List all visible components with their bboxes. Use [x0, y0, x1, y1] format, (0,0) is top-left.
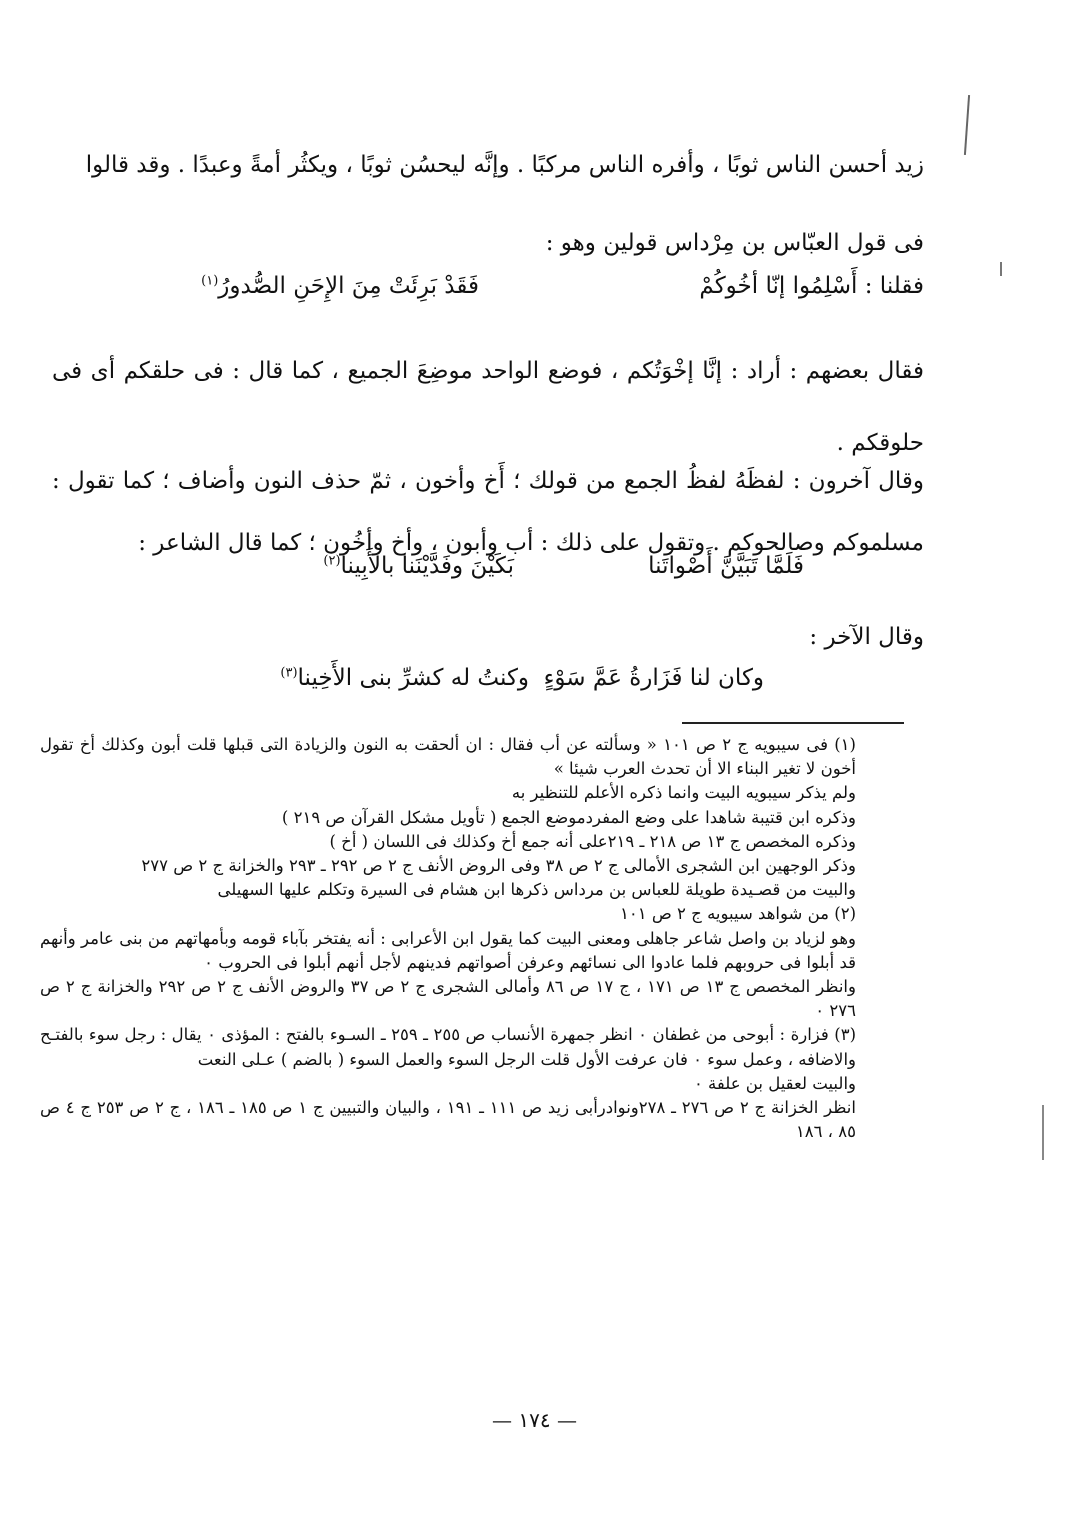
- margin-tick-mark: [1000, 262, 1002, 276]
- verse-2: [52, 553, 924, 587]
- footnote-line: ولم يذكر سيبويه البيت وانما ذكره الأعلم للتنظير به: [511, 783, 856, 803]
- verse-1-hemistich-2: فَقَدْ بَرِئَتْ مِنَ الإِحَنِ الصُّدورُ$^{(١)}$: [201, 273, 479, 299]
- footnote-line: (٣) فزارة : أبوحى من غطفان ٠ انظر جمهرة الأنساب ص ٢٥٥ ـ ٢٥٩ ـ السـوء بالفتح : المؤذى ٠ يقال : رجل سوء بالفتـح والاضافه ، وعمل سوء ٠ فان عرفت الأول قلت الرجل السوء والعمل السوء ( بالضم ) عـلى النعت: [40, 1025, 856, 1069]
- footnote-line: انظر الخزانة ج ٢ ص ٢٧٦ ـ ٢٧٨ونوادرأبى زيد ص ١١١ ـ ١٩١ ، والبيان والتبيين ج ١ ص ١٨٥ ـ ١٨٦ ، ج ٢ ص ٢٥٣ ج ٤ ص ٨٥ ، ١٨٦: [40, 1098, 856, 1142]
- body-line-4: وقال آخرون : لفظَهُ لفظُ الجمع من قولك ؛ أَخ وأخون ، ثمّ حذف النون وأضاف ؛ كما تقول : مسلموكم وصالحوكم . وتقول على ذلك : أب وأبون ، وأخ وأخُون ؛ كما قال الشاعر :: [52, 468, 924, 556]
- footnote-separator: [682, 722, 904, 724]
- margin-scan-mark: [1042, 1105, 1044, 1160]
- verse-3: [52, 665, 924, 699]
- footnote-line: وذكره المخصص ج ١٣ ص ٢١٨ ـ ٢١٩على أنه جمع أخ وكذلك فى اللسان ( أخ ): [329, 831, 856, 851]
- body-line-5: وقال الآخر :: [809, 624, 924, 650]
- verse-2-hemistich-1: فَلَمَّا تَبَيَّنَّ أَصْواتَنا: [648, 553, 804, 579]
- footnote-ref-3: (٣): [280, 665, 298, 681]
- body-line-3: فقال بعضهم : أراد : إنَّا إخْوَتُكم ، فوضع الواحد موضِعَ الجميع ، كما قال : فى حلقكم أى فى حلوقكم .: [52, 358, 924, 456]
- footnote-line: والبيت من قصـيدة طويلة للعباس بن مرداس ذكرها ابن هشام فى السيرة وتكلم عليها السهيلى: [217, 880, 856, 900]
- body-line-2: فى قول العبّاس بن مِرْداس قولين وهو :: [545, 230, 924, 256]
- footnote-line: وذكر الوجهين ابن الشجرى الأمالى ج ٢ ص ٣٨ وفى الروض الأنف ج ٢ ص ٢٩٢ ـ ٢٩٣ والخزانة ج ٢ ص ٢٧٧: [141, 856, 856, 876]
- page-number: — ١٧٤ —: [492, 1408, 577, 1432]
- body-line-1: زيد أحسن الناس ثوبًا ، وأفره الناس مركبًا . وإنَّه ليحسُن ثوبًا ، ويكثُر أمةً وعبدًا . وقد قالوا: [85, 152, 924, 178]
- footnote-line: والبيت لعقيل بن علفة ٠: [693, 1073, 856, 1093]
- verse-3-hemistich-1: وكان لنا فَزَارةُ عَمَّ سَوْءٍ: [543, 665, 764, 691]
- verse-1: [52, 273, 924, 307]
- footnote-ref-2: (٢): [323, 553, 341, 569]
- verse-2-hemistich-2: بَكَيْنَ وفَدَّيْنَنا بالأَبِينا$^{(٢)}$: [323, 553, 514, 579]
- footnotes: [40, 733, 910, 1144]
- footnote-ref-1: (١): [201, 273, 219, 289]
- footnote-line: وانظر المخصص ج ١٣ ص ١٧١ ، ج ١٧ ص ٨٦ وأمالى الشجرى ج ٢ ص ٣٧ والروض الأنف ج ٢ ص ٢٩٢ والخزانة ج ٢ ص ٢٧٦ ٠: [40, 977, 856, 1021]
- footnote-line: (١) فى سيبويه ج ٢ ص ١٠١ « وسألته عن أب فقال : ان ألحقت به النون والزيادة التى قبلها قلت أبون وكذلك أخ تقول أخون لا تغير البناء الا أن تحدث العرب شيئا »: [40, 735, 856, 779]
- footnote-line: وهو لزياد بن واصل شاعر جاهلى ومعنى البيت كما يقول ابن الأعرابى : أنه يفتخر بآباء قومه وبأمهاتهم من بنى عامر وأنهم قد أبلوا فى حروبهم فلما عادوا الى نسائهم وعرفن أصواتهم فدينهم لأجل أنهم أبلوا فى الحروب ٠: [40, 928, 856, 972]
- footnote-line: وذكره ابن قتيبة شاهدا على وضع المفردموضع الجمع ( تأويل مشكل القرآن ص ٢١٩ ): [281, 807, 856, 827]
- footnote-line: (٢) من شواهد سيبويه ج ٢ ص ١٠١: [620, 904, 856, 924]
- margin-pen-mark: [964, 95, 970, 155]
- verse-3-hemistich-2: وكنتُ له كشرِّ بنى الأَخِينا$^{(٣)}$: [280, 665, 529, 691]
- verse-1-hemistich-1: فقلنا : أَسْلِمُوا إنّا أخُوكُمْ: [699, 273, 924, 299]
